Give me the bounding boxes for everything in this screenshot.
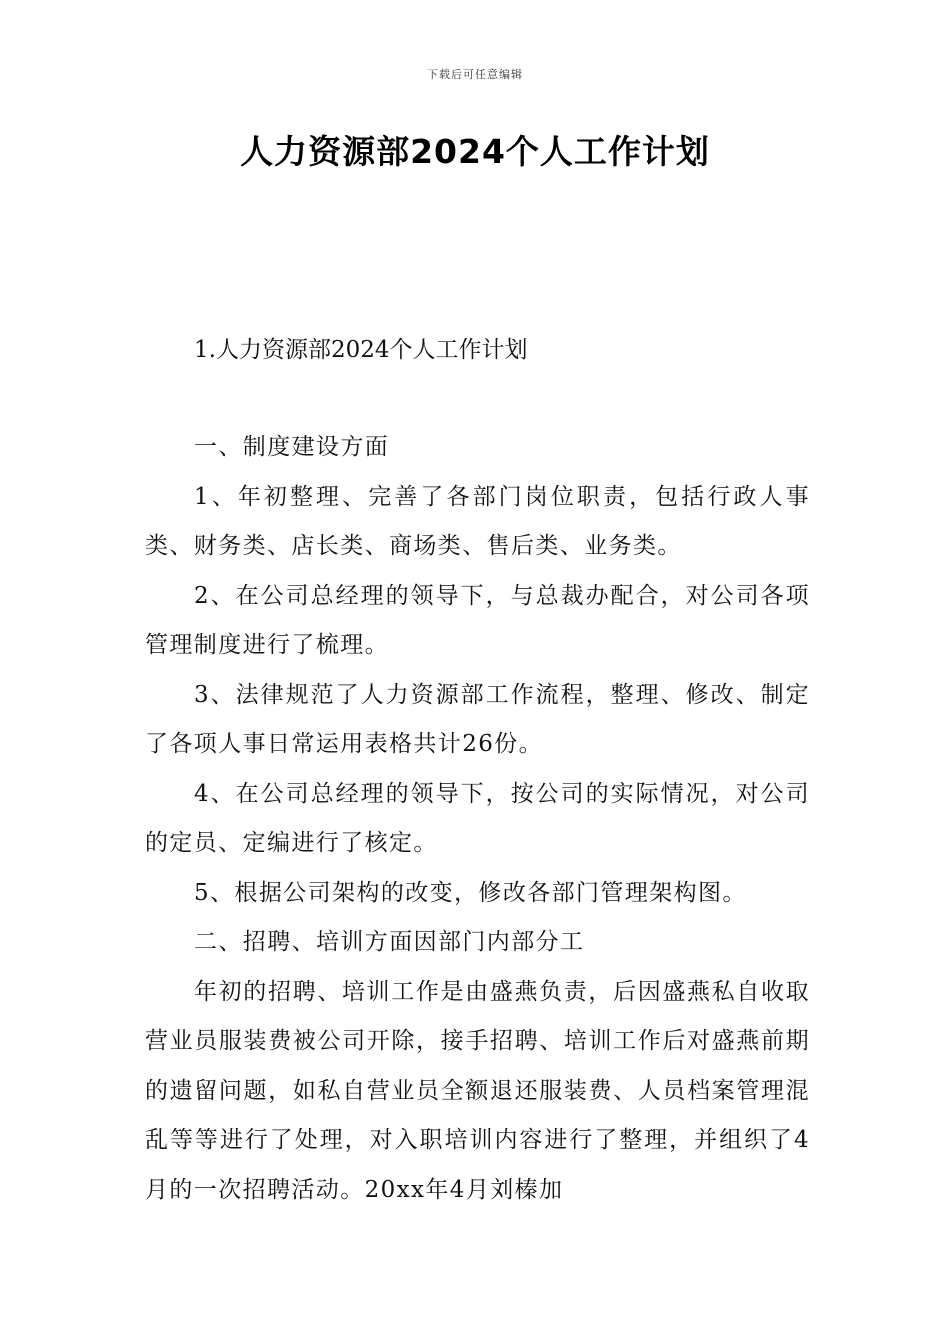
paragraph-item-4: 4、在公司总经理的领导下，按公司的实际情况，对公司的定员、定编进行了核定。 <box>145 780 810 856</box>
header-note: 下载后可任意编辑 <box>427 68 523 81</box>
section-heading: 1.人力资源部2024个人工作计划 <box>194 337 528 363</box>
document-title: 人力资源部2024个人工作计划 <box>240 132 710 171</box>
paragraph-item-3: 3、法律规范了人力资源部工作流程，整理、修改、制定了各项人事日常运用表格共计26份。 <box>145 681 810 757</box>
paragraph-item-1: 1、年初整理、完善了各部门岗位职责，包括行政人事类、财务类、店长类、商场类、售后类、业务类。 <box>145 483 810 559</box>
paragraph-item-2: 2、在公司总经理的领导下，与总裁办配合，对公司各项管理制度进行了梳理。 <box>145 582 810 658</box>
document-body <box>145 423 810 1215</box>
paragraph-heading-system: 一、制度建设方面 <box>194 434 390 460</box>
paragraph-recruitment-body: 年初的招聘、培训工作是由盛燕负责，后因盛燕私自收取营业员服装费被公司开除，接手招聘、培训工作后对盛燕前期的遗留问题，如私自营业员全额退还服装费、人员档案管理混乱等等进行了处理，对入职培训内容进行了整理，并组织了4月的一次招聘活动。20xx年4月刘榛加 <box>145 978 810 1203</box>
paragraph-item-5: 5、根据公司架构的改变，修改各部门管理架构图。 <box>194 879 747 906</box>
paragraph-heading-recruitment: 二、招聘、培训方面因部门内部分工 <box>194 929 585 955</box>
